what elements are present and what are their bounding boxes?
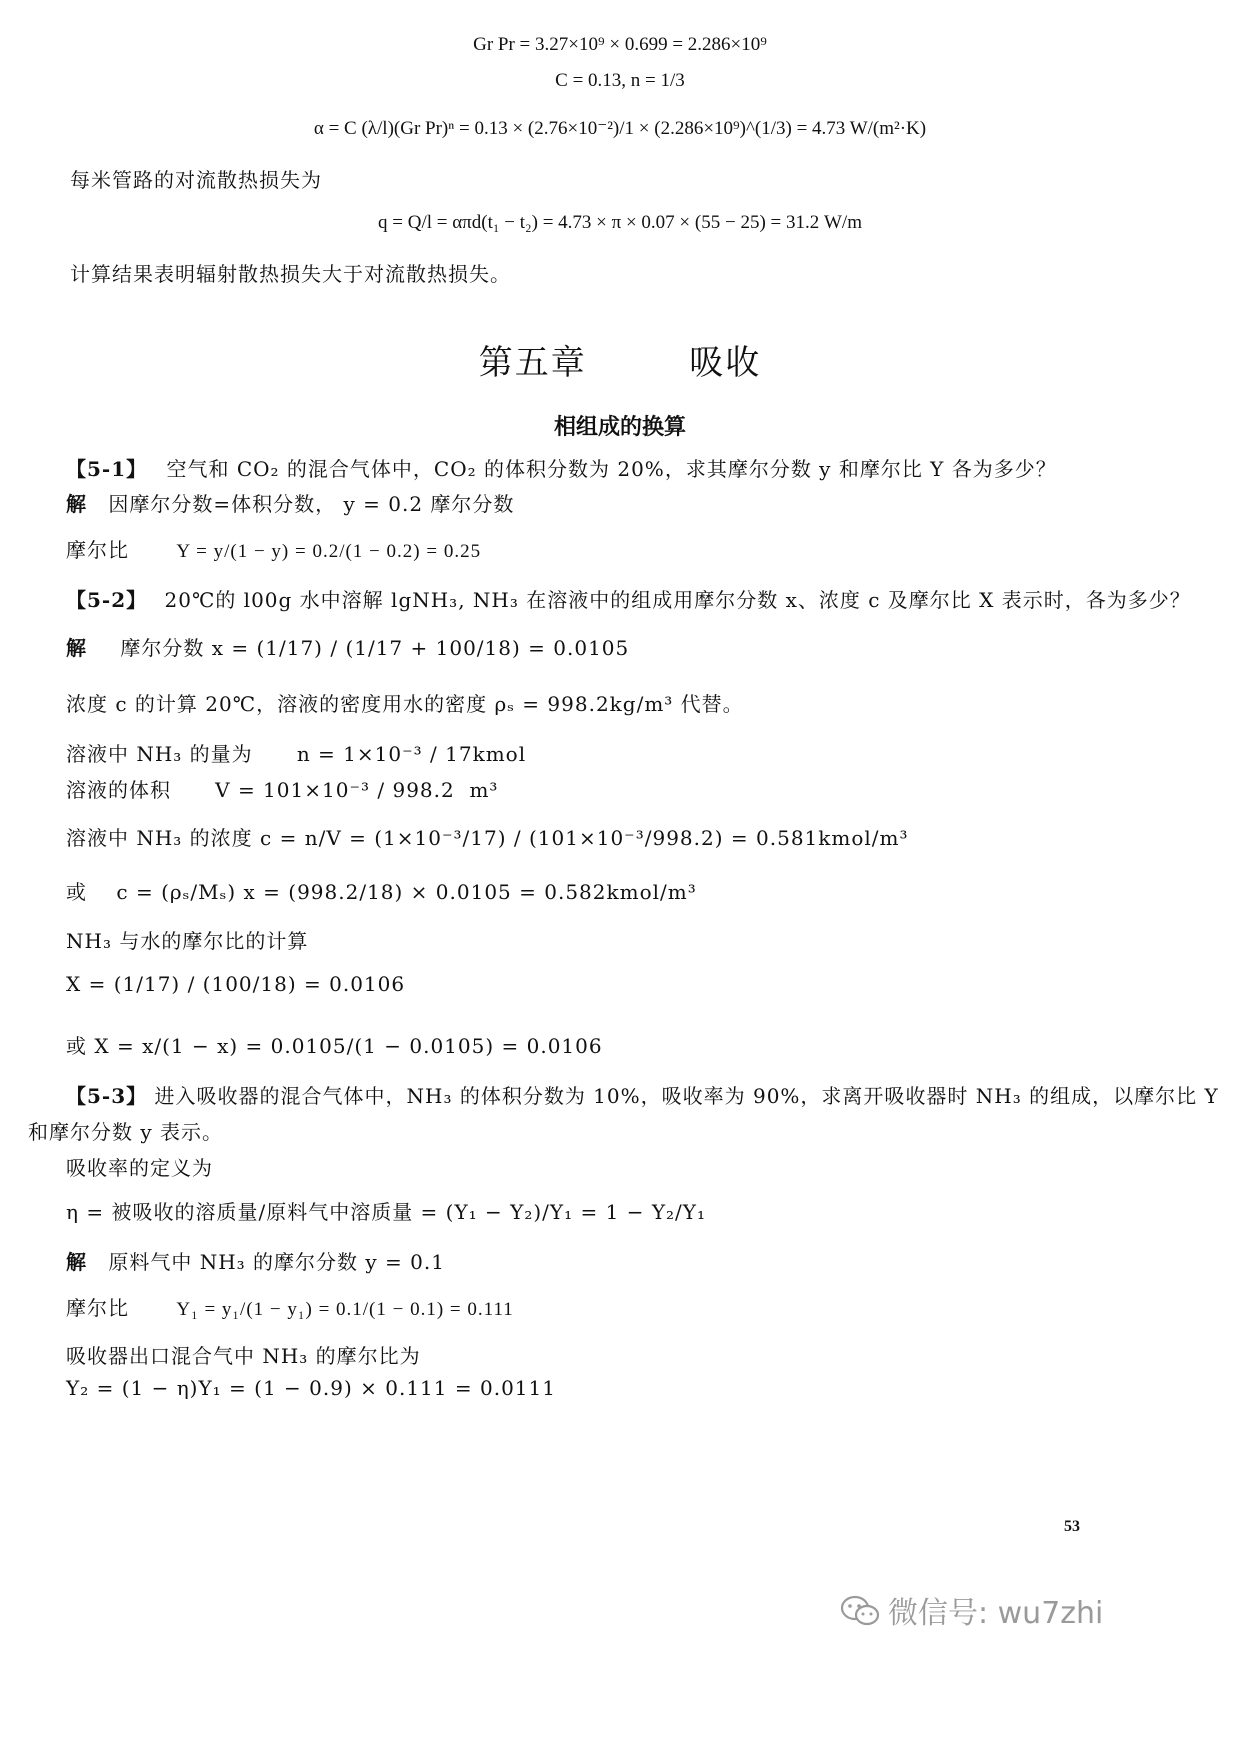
solution-text: 因摩尔分数=体积分数， y = 0.2 摩尔分数 [108,492,515,516]
absorption-rate-def-eq: η = 被吸收的溶质量/原料气中溶质量 = (Y₁ − Y₂)/Y₁ = 1 − Y₂/Y₁ [66,1200,706,1224]
problem-5-3-continued: 和摩尔分数 y 表示。 [28,1120,224,1144]
problem-label: 【5-3】 [66,1084,148,1108]
mole-ratio-eq1: X = (1/17) / (100/18) = 0.0106 [66,972,406,996]
concentration-alt: 或 c = (ρₛ/Mₛ) x = (998.2/18) × 0.0105 = 0.582kmol/m³ [66,880,697,904]
solution-label: 解 [66,1250,87,1274]
nh3-concentration: 溶液中 NH₃ 的浓度 c = n/V = (1×10⁻³/17) / (101×10⁻³/998.2) = 0.581kmol/m³ [66,826,909,850]
solution-label: 解 [66,492,87,516]
solution-5-2 [66,632,629,661]
ratio-label: 摩尔比 [66,1296,129,1320]
absorption-rate-def-title: 吸收率的定义为 [66,1156,213,1180]
ratio-equation: Y₁ = y₁/(1 − y₁) = 0.1/(1 − 0.1) = 0.111 [176,1299,514,1320]
eq-c-n: C = 0.13, n = 1/3 [555,70,685,91]
problem-question: 进入吸收器的混合气体中，NH₃ 的体积分数为 10%，吸收率为 90%，求离开吸收器时 NH₃ 的组成，以摩尔比 Y [154,1084,1219,1108]
solution-volume: 溶液的体积 V = 101×10⁻³ / 998.2 m³ [66,778,499,802]
solution-5-3 [66,1246,445,1275]
problem-question: 空气和 CO₂ 的混合气体中，CO₂ 的体积分数为 20%，求其摩尔分数 y 和摩尔比 Y 各为多少？ [166,457,1057,481]
mole-ratio-eq2: 或 X = x/(1 − x) = 0.0105/(1 − 0.0105) = 0.0106 [66,1034,603,1058]
text-convection-loss: 每米管路的对流散热损失为 [70,168,322,192]
text-result: 计算结果表明辐射散热损失大于对流散热损失。 [70,262,511,286]
outlet-equation: Y₂ = (1 − η)Y₁ = (1 − 0.9) × 0.111 = 0.0111 [66,1376,556,1400]
mole-ratio-5-1 [66,534,481,564]
solution-label: 解 [66,636,87,660]
eq-alpha: α = C (λ/l)(Gr Pr)ⁿ = 0.13 × (2.76×10⁻²)/1 × (2.286×10⁹)^(1/3) = 4.73 W/(m²·K) [313,118,927,139]
wechat-icon [840,1594,880,1636]
concentration-text: 浓度 c 的计算 20℃，溶液的密度用水的密度 ρₛ = 998.2kg/m³ 代替。 [66,692,744,716]
solution-text: 摩尔分数 x = (1/17) / (1/17 + 100/18) = 0.0105 [120,636,630,660]
problem-question: 20℃的 l00g 水中溶解 lgNH₃, NH₃ 在溶液中的组成用摩尔分数 x、浓度 c 及摩尔比 X 表示时，各为多少？ [164,588,1191,612]
ratio-equation: Y = y/(1 − y) = 0.2/(1 − 0.2) = 0.25 [176,541,482,562]
eq-grpr: Gr Pr = 3.27×10⁹ × 0.699 = 2.286×10⁹ [473,34,767,55]
ratio-label: 摩尔比 [66,538,129,562]
problem-5-1 [66,453,1057,482]
outlet-title: 吸收器出口混合气中 NH₃ 的摩尔比为 [66,1344,421,1368]
mole-ratio-5-3 [66,1292,514,1322]
problem-5-2 [66,584,1191,613]
nh3-amount: 溶液中 NH₃ 的量为 n = 1×10⁻³ / 17kmol [66,742,527,766]
watermark [840,1588,1103,1636]
eq-q: q = Q/l = απd(t₁ − t₂) = 4.73 × π × 0.07 × (55 − 25) = 31.2 W/m [378,212,862,233]
mole-ratio-title: NH₃ 与水的摩尔比的计算 [66,929,309,953]
solution-text: 原料气中 NH₃ 的摩尔分数 y = 0.1 [108,1250,445,1274]
watermark-text: 微信号: wu7zhi [888,1596,1104,1631]
problem-label: 【5-1】 [66,457,148,481]
chapter-title: 第五章 吸收 [478,343,762,383]
page-number: 53 [1064,1518,1080,1535]
section-title: 相组成的换算 [553,415,686,440]
solution-5-1 [66,488,514,517]
problem-5-3 [66,1080,1219,1109]
problem-label: 【5-2】 [66,588,148,612]
